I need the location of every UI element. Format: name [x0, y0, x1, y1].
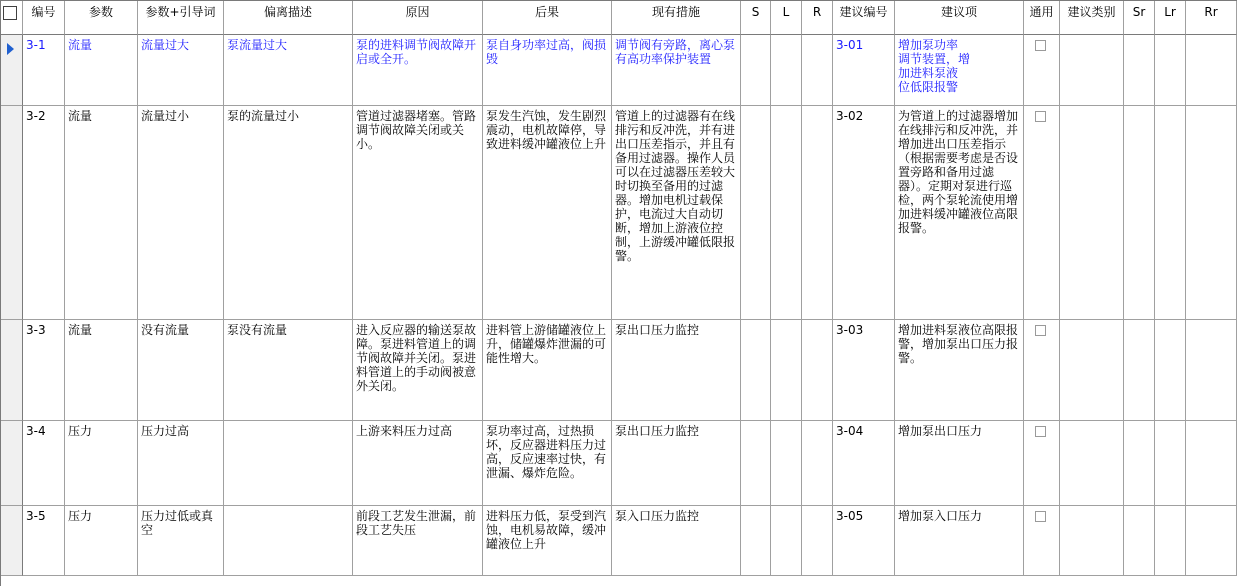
cell-general[interactable]	[1024, 35, 1060, 106]
cell-id[interactable]: 3-5	[23, 506, 65, 576]
cell-sr[interactable]	[1124, 106, 1155, 320]
current-row-pointer-icon	[7, 43, 14, 55]
table-row[interactable]	[0, 320, 1237, 421]
cell-rr[interactable]	[1186, 506, 1237, 576]
select-all-box[interactable]	[3, 6, 17, 20]
cell-suggestion[interactable]: 增加泵功率 调节装置，增 加进料泵液 位低限报警	[895, 35, 1024, 106]
column-header-deviation[interactable]: 偏离描述	[224, 0, 353, 35]
cell-sug-id[interactable]: 3-01	[833, 35, 895, 106]
column-header-lr[interactable]: Lr	[1155, 0, 1186, 35]
column-header-sug-id[interactable]: 建议编号	[833, 0, 895, 35]
cell-measures[interactable]: 调节阀有旁路，离心泵有高功率保护装置	[612, 35, 741, 106]
cell-s[interactable]	[741, 35, 771, 106]
cell-id[interactable]: 3-1	[23, 35, 65, 106]
cell-guideword[interactable]: 压力过高	[138, 421, 224, 506]
cell-deviation[interactable]: 泵没有流量	[224, 320, 353, 421]
cell-param[interactable]: 压力	[65, 506, 138, 576]
cell-s[interactable]	[741, 106, 771, 320]
column-header-id[interactable]: 编号	[23, 0, 65, 35]
cell-cause[interactable]: 管道过滤器堵塞。管路调节阀故障关闭或关小。	[353, 106, 483, 320]
cell-measures[interactable]: 管道上的过滤器有在线排污和反冲洗，并有进出口压差指示，并且有备用过滤器。操作人员可以在过滤器压差较大时切换至备用的过滤器。增加电机过载保护，电流过大自动切断，增加上游液位控制，上游缓冲罐低限报警。	[612, 106, 741, 320]
column-header-guideword[interactable]: 参数+引导词	[138, 0, 224, 35]
cell-sr[interactable]	[1124, 35, 1155, 106]
cell-rr[interactable]	[1186, 106, 1237, 320]
row-selector[interactable]	[0, 106, 23, 320]
cell-guideword[interactable]: 压力过低或真空	[138, 506, 224, 576]
table-row[interactable]	[0, 35, 1237, 106]
cell-s[interactable]	[741, 506, 771, 576]
cell-consequence[interactable]: 泵功率过高，过热损坏，反应器进料压力过高，反应速率过快，有泄漏、爆炸危险。	[483, 421, 612, 506]
cell-sug-id[interactable]: 3-02	[833, 106, 895, 320]
cell-consequence[interactable]: 泵自身功率过高，阀损毁	[483, 35, 612, 106]
cell-r[interactable]	[802, 320, 833, 421]
cell-category[interactable]	[1060, 421, 1124, 506]
column-header-general[interactable]: 通用	[1024, 0, 1060, 35]
table-row[interactable]	[0, 106, 1237, 320]
cell-l[interactable]	[771, 421, 802, 506]
cell-lr[interactable]	[1155, 106, 1186, 320]
grid-top-border	[0, 0, 1237, 1]
cell-sug-id[interactable]: 3-03	[833, 320, 895, 421]
cell-lr[interactable]	[1155, 35, 1186, 106]
cell-category[interactable]	[1060, 320, 1124, 421]
cell-l[interactable]	[771, 320, 802, 421]
cell-sug-id[interactable]: 3-04	[833, 421, 895, 506]
cell-param[interactable]: 流量	[65, 106, 138, 320]
cell-cause[interactable]: 前段工艺发生泄漏，前段工艺失压	[353, 506, 483, 576]
general-checkbox[interactable]	[1035, 511, 1046, 522]
general-checkbox[interactable]	[1035, 426, 1046, 437]
cell-guideword[interactable]: 流量过大	[138, 35, 224, 106]
cell-lr[interactable]	[1155, 320, 1186, 421]
cell-cause[interactable]: 上游来料压力过高	[353, 421, 483, 506]
cell-deviation[interactable]	[224, 506, 353, 576]
row-selector[interactable]	[0, 320, 23, 421]
column-header-consequence[interactable]: 后果	[483, 0, 612, 35]
cell-param[interactable]: 压力	[65, 421, 138, 506]
column-header-cause[interactable]: 原因	[353, 0, 483, 35]
cell-l[interactable]	[771, 506, 802, 576]
cell-rr[interactable]	[1186, 421, 1237, 506]
cell-consequence[interactable]: 进料压力低，泵受到汽蚀，电机易故障，缓冲罐液位上升	[483, 506, 612, 576]
cell-category[interactable]	[1060, 35, 1124, 106]
cell-r[interactable]	[802, 106, 833, 320]
cell-general[interactable]	[1024, 421, 1060, 506]
cell-sr[interactable]	[1124, 320, 1155, 421]
table-header-row	[0, 0, 1237, 35]
cell-rr[interactable]	[1186, 35, 1237, 106]
cell-r[interactable]	[802, 35, 833, 106]
general-checkbox[interactable]	[1035, 111, 1046, 122]
cell-id[interactable]: 3-2	[23, 106, 65, 320]
table-row[interactable]	[0, 421, 1237, 506]
cell-cause[interactable]: 进入反应器的输送泵故障。泵进料管道上的调节阀故障并关闭。泵进料管道上的手动阀被意外关闭。	[353, 320, 483, 421]
cell-id[interactable]: 3-3	[23, 320, 65, 421]
cell-general[interactable]	[1024, 506, 1060, 576]
cell-consequence[interactable]: 进料管上游储罐液位上升，储罐爆炸泄漏的可能性增大。	[483, 320, 612, 421]
cell-guideword[interactable]: 流量过小	[138, 106, 224, 320]
cell-id[interactable]: 3-4	[23, 421, 65, 506]
cell-sr[interactable]	[1124, 421, 1155, 506]
column-header-sr[interactable]: Sr	[1124, 0, 1155, 35]
cell-measures[interactable]: 泵出口压力监控	[612, 320, 741, 421]
cell-l[interactable]	[771, 106, 802, 320]
cell-cause[interactable]: 泵的进料调节阀故障开启或全开。	[353, 35, 483, 106]
cell-deviation[interactable]: 泵的流量过小	[224, 106, 353, 320]
cell-general[interactable]	[1024, 106, 1060, 320]
cell-suggestion[interactable]: 增加泵出口压力	[895, 421, 1024, 506]
column-header-l[interactable]: L	[771, 0, 802, 35]
column-header-measures[interactable]: 现有措施	[612, 0, 741, 35]
column-header-category[interactable]: 建议类别	[1060, 0, 1124, 35]
column-header-s[interactable]: S	[741, 0, 771, 35]
column-header-param[interactable]: 参数	[65, 0, 138, 35]
cell-sug-id[interactable]: 3-05	[833, 506, 895, 576]
cell-lr[interactable]	[1155, 421, 1186, 506]
cell-l[interactable]	[771, 35, 802, 106]
row-selector[interactable]	[0, 421, 23, 506]
select-all-corner[interactable]	[0, 0, 23, 35]
cell-s[interactable]	[741, 421, 771, 506]
cell-param[interactable]: 流量	[65, 320, 138, 421]
cell-suggestion[interactable]: 增加泵入口压力	[895, 506, 1024, 576]
cell-sr[interactable]	[1124, 506, 1155, 576]
cell-measures[interactable]: 泵出口压力监控	[612, 421, 741, 506]
cell-consequence[interactable]: 泵发生汽蚀，发生剧烈震动，电机故障停，导致进料缓冲罐液位上升	[483, 106, 612, 320]
row-selector[interactable]	[0, 506, 23, 576]
column-header-rr[interactable]: Rr	[1186, 0, 1237, 35]
column-header-r[interactable]: R	[802, 0, 833, 35]
cell-param[interactable]: 流量	[65, 35, 138, 106]
cell-r[interactable]	[802, 421, 833, 506]
general-checkbox[interactable]	[1035, 325, 1046, 336]
general-checkbox[interactable]	[1035, 40, 1046, 51]
cell-lr[interactable]	[1155, 506, 1186, 576]
cell-deviation[interactable]	[224, 421, 353, 506]
grid-left-border	[0, 0, 1, 586]
column-header-suggestion[interactable]: 建议项	[895, 0, 1024, 35]
cell-measures[interactable]: 泵入口压力监控	[612, 506, 741, 576]
cell-r[interactable]	[802, 506, 833, 576]
cell-deviation[interactable]: 泵流量过大	[224, 35, 353, 106]
table-row[interactable]	[0, 506, 1237, 576]
cell-s[interactable]	[741, 320, 771, 421]
cell-rr[interactable]	[1186, 320, 1237, 421]
row-selector[interactable]	[0, 35, 23, 106]
cell-category[interactable]	[1060, 506, 1124, 576]
cell-category[interactable]	[1060, 106, 1124, 320]
cell-suggestion[interactable]: 为管道上的过滤器增加在线排污和反冲洗，并增加进出口压差指示（根据需要考虑是否设置旁路和备用过滤器）。定期对泵进行巡检，两个泵轮流使用增加进料缓冲罐液位高限报警。	[895, 106, 1024, 320]
cell-suggestion[interactable]: 增加进料泵液位高限报警，增加泵出口压力报警。	[895, 320, 1024, 421]
cell-guideword[interactable]: 没有流量	[138, 320, 224, 421]
cell-general[interactable]	[1024, 320, 1060, 421]
